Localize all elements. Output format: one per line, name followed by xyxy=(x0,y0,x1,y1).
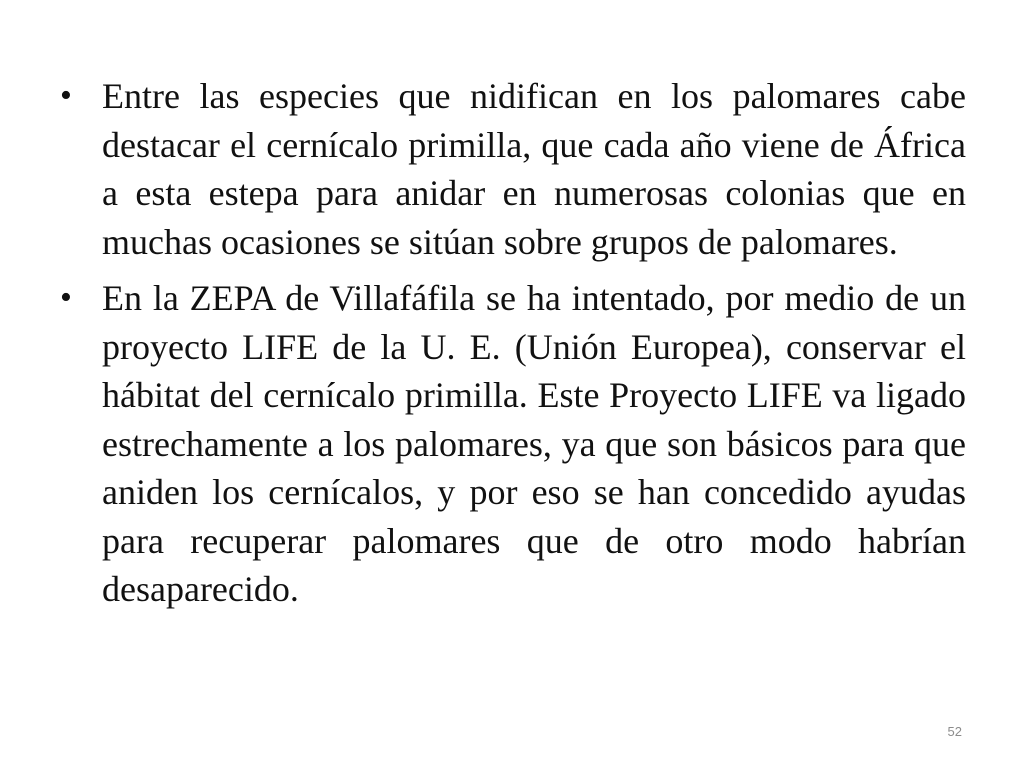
bullet-icon: • xyxy=(60,77,72,114)
bullet-text: En la ZEPA de Villafáfila se ha intentado, por medio de un proyecto LIFE de la U. E. (Unión Europea), conservar el hábitat del cernícalo primilla. Este Proyecto LIFE va ligado estrechamente a los palomares, ya que son básicos para que aniden los cernícalos, y por eso se han concedido ayudas para recuperar palomares que de otro modo habrían desaparecido. xyxy=(102,278,966,609)
bullet-icon: • xyxy=(60,279,72,316)
bullet-text: Entre las especies que nidifican en los palomares cabe destacar el cernícalo primilla, que cada año viene de África a esta estepa para anidar en numerosas colonias que en muchas ocasiones se sitúan sobre grupos de palomares. xyxy=(102,76,966,262)
bullet-item-life-project xyxy=(60,274,966,614)
bullet-list xyxy=(60,72,966,622)
page-number: 52 xyxy=(947,724,962,739)
bullet-item-cernicalo-nesting xyxy=(60,72,966,266)
